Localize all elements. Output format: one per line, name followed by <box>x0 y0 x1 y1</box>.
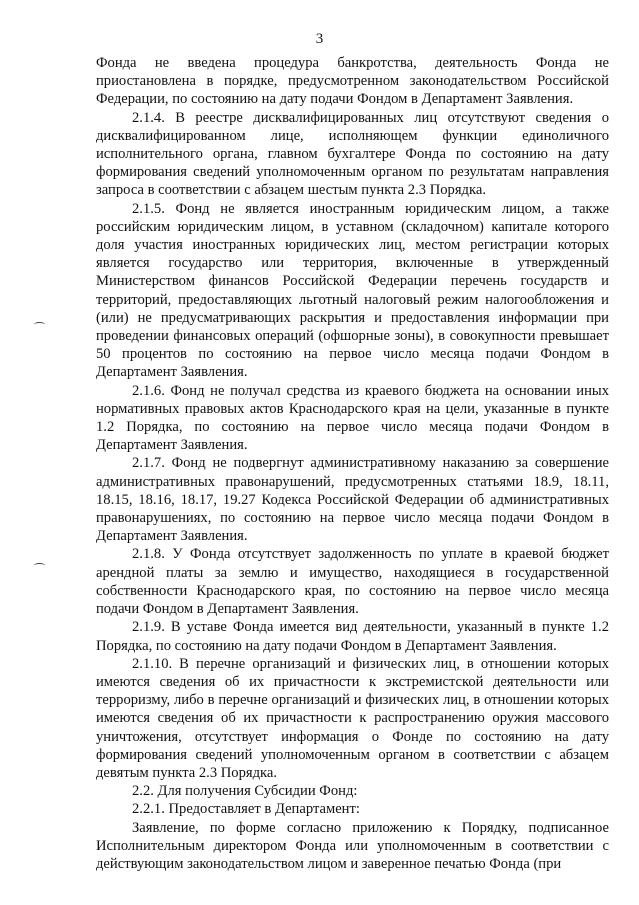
paragraph-2-1-4: 2.1.4. В реестре дисквалифицированных лиц отсутствуют сведения о дисквалифицированном лице, исполняющем функции единоличного исполнительного органа, главном бухгалтере Фонда по состоянию на дату формирования сведений уполномоченным органом по результатам направления запроса в соответствии с абзацем шестым пункта 2.3 Порядка. <box>96 109 609 199</box>
paragraph-2-1-9: 2.1.9. В уставе Фонда имеется вид деятельности, указанный в пункте 1.2 Порядка, по состоянию на дату подачи Фондом в Департамент Заявления. <box>96 619 609 654</box>
paragraph-2-1-5: 2.1.5. Фонд не является иностранным юридическим лицом, а также российским юридическим лицом, в уставном (складочном) капитале которого доля участия иностранных юридических лиц, местом регистрации которых является государство или территория, включенные в утвержденный Министерством финансов Российской Федерации перечень государств и территорий, предоставляющих льготный налоговый режим налогообложения и (или) не предусматривающих раскрытия и предоставления информации при проведении финансовых операций (офшорные зоны), в совокупности превышает 50 процентов по состоянию на первое число месяца подачи Фондом в Департамент Заявления. <box>96 200 609 381</box>
paragraph-application: Заявление, по форме согласно приложению к Порядку, подписанное Исполнительным директором Фонда или уполномоченным в соответствии с действующим законодательством лицом и заверенное печатью Фонда (при <box>96 819 609 872</box>
paragraph-2-1-6: 2.1.6. Фонд не получал средства из краевого бюджета на основании иных нормативных правовых актов Краснодарского края на цели, указанные в пункте 1.2 Порядка, по состоянию на первое число месяца подачи Фондом в Департамент Заявления. <box>96 382 609 454</box>
paragraph-2-2: 2.2. Для получения Субсидии Фонд: <box>132 783 358 800</box>
binding-hole-mark <box>34 563 45 568</box>
page-number: 3 <box>315 31 324 47</box>
paragraph-2-1-8: 2.1.8. У Фонда отсутствует задолженность по уплате в краевой бюджет арендной платы за землю и имущество, находящиеся в государственной собственности Краснодарского края, по состоянию на первое число месяца подачи Фондом в Департамент Заявления. <box>96 546 609 618</box>
paragraph-continuation: Фонда не введена процедура банкротства, деятельность Фонда не приостановлена в порядке, предусмотренном законодательством Российской Федерации, по состоянию на дату подачи Фондом в Департамент Заявления. <box>96 55 609 108</box>
paragraph-2-1-7: 2.1.7. Фонд не подвергнут административному наказанию за совершение административных правонарушений, предусмотренных статьями 18.9, 18.11, 18.15, 18.16, 18.17, 19.27 Кодекса Российской Федерации об административных правонарушениях, по состоянию на первое число месяца подачи Фондом в Департамент Заявления. <box>96 455 609 545</box>
paragraph-2-1-10: 2.1.10. В перечне организаций и физических лиц, в отношении которых имеются сведения об их причастности к экстремистской деятельности или терроризму, либо в перечне организаций и физических лиц, в отношении которых имеются сведения об их причастности к распространению оружия массового уничтожения, отсутствует информация о Фонде по состоянию на дату формирования сведений уполномоченным органом в соответствии с абзацем девятым пункта 2.3 Порядка. <box>96 655 609 781</box>
paragraph-2-2-1: 2.2.1. Предоставляет в Департамент: <box>132 801 360 818</box>
binding-hole-mark <box>34 322 45 327</box>
document-body <box>96 54 609 873</box>
